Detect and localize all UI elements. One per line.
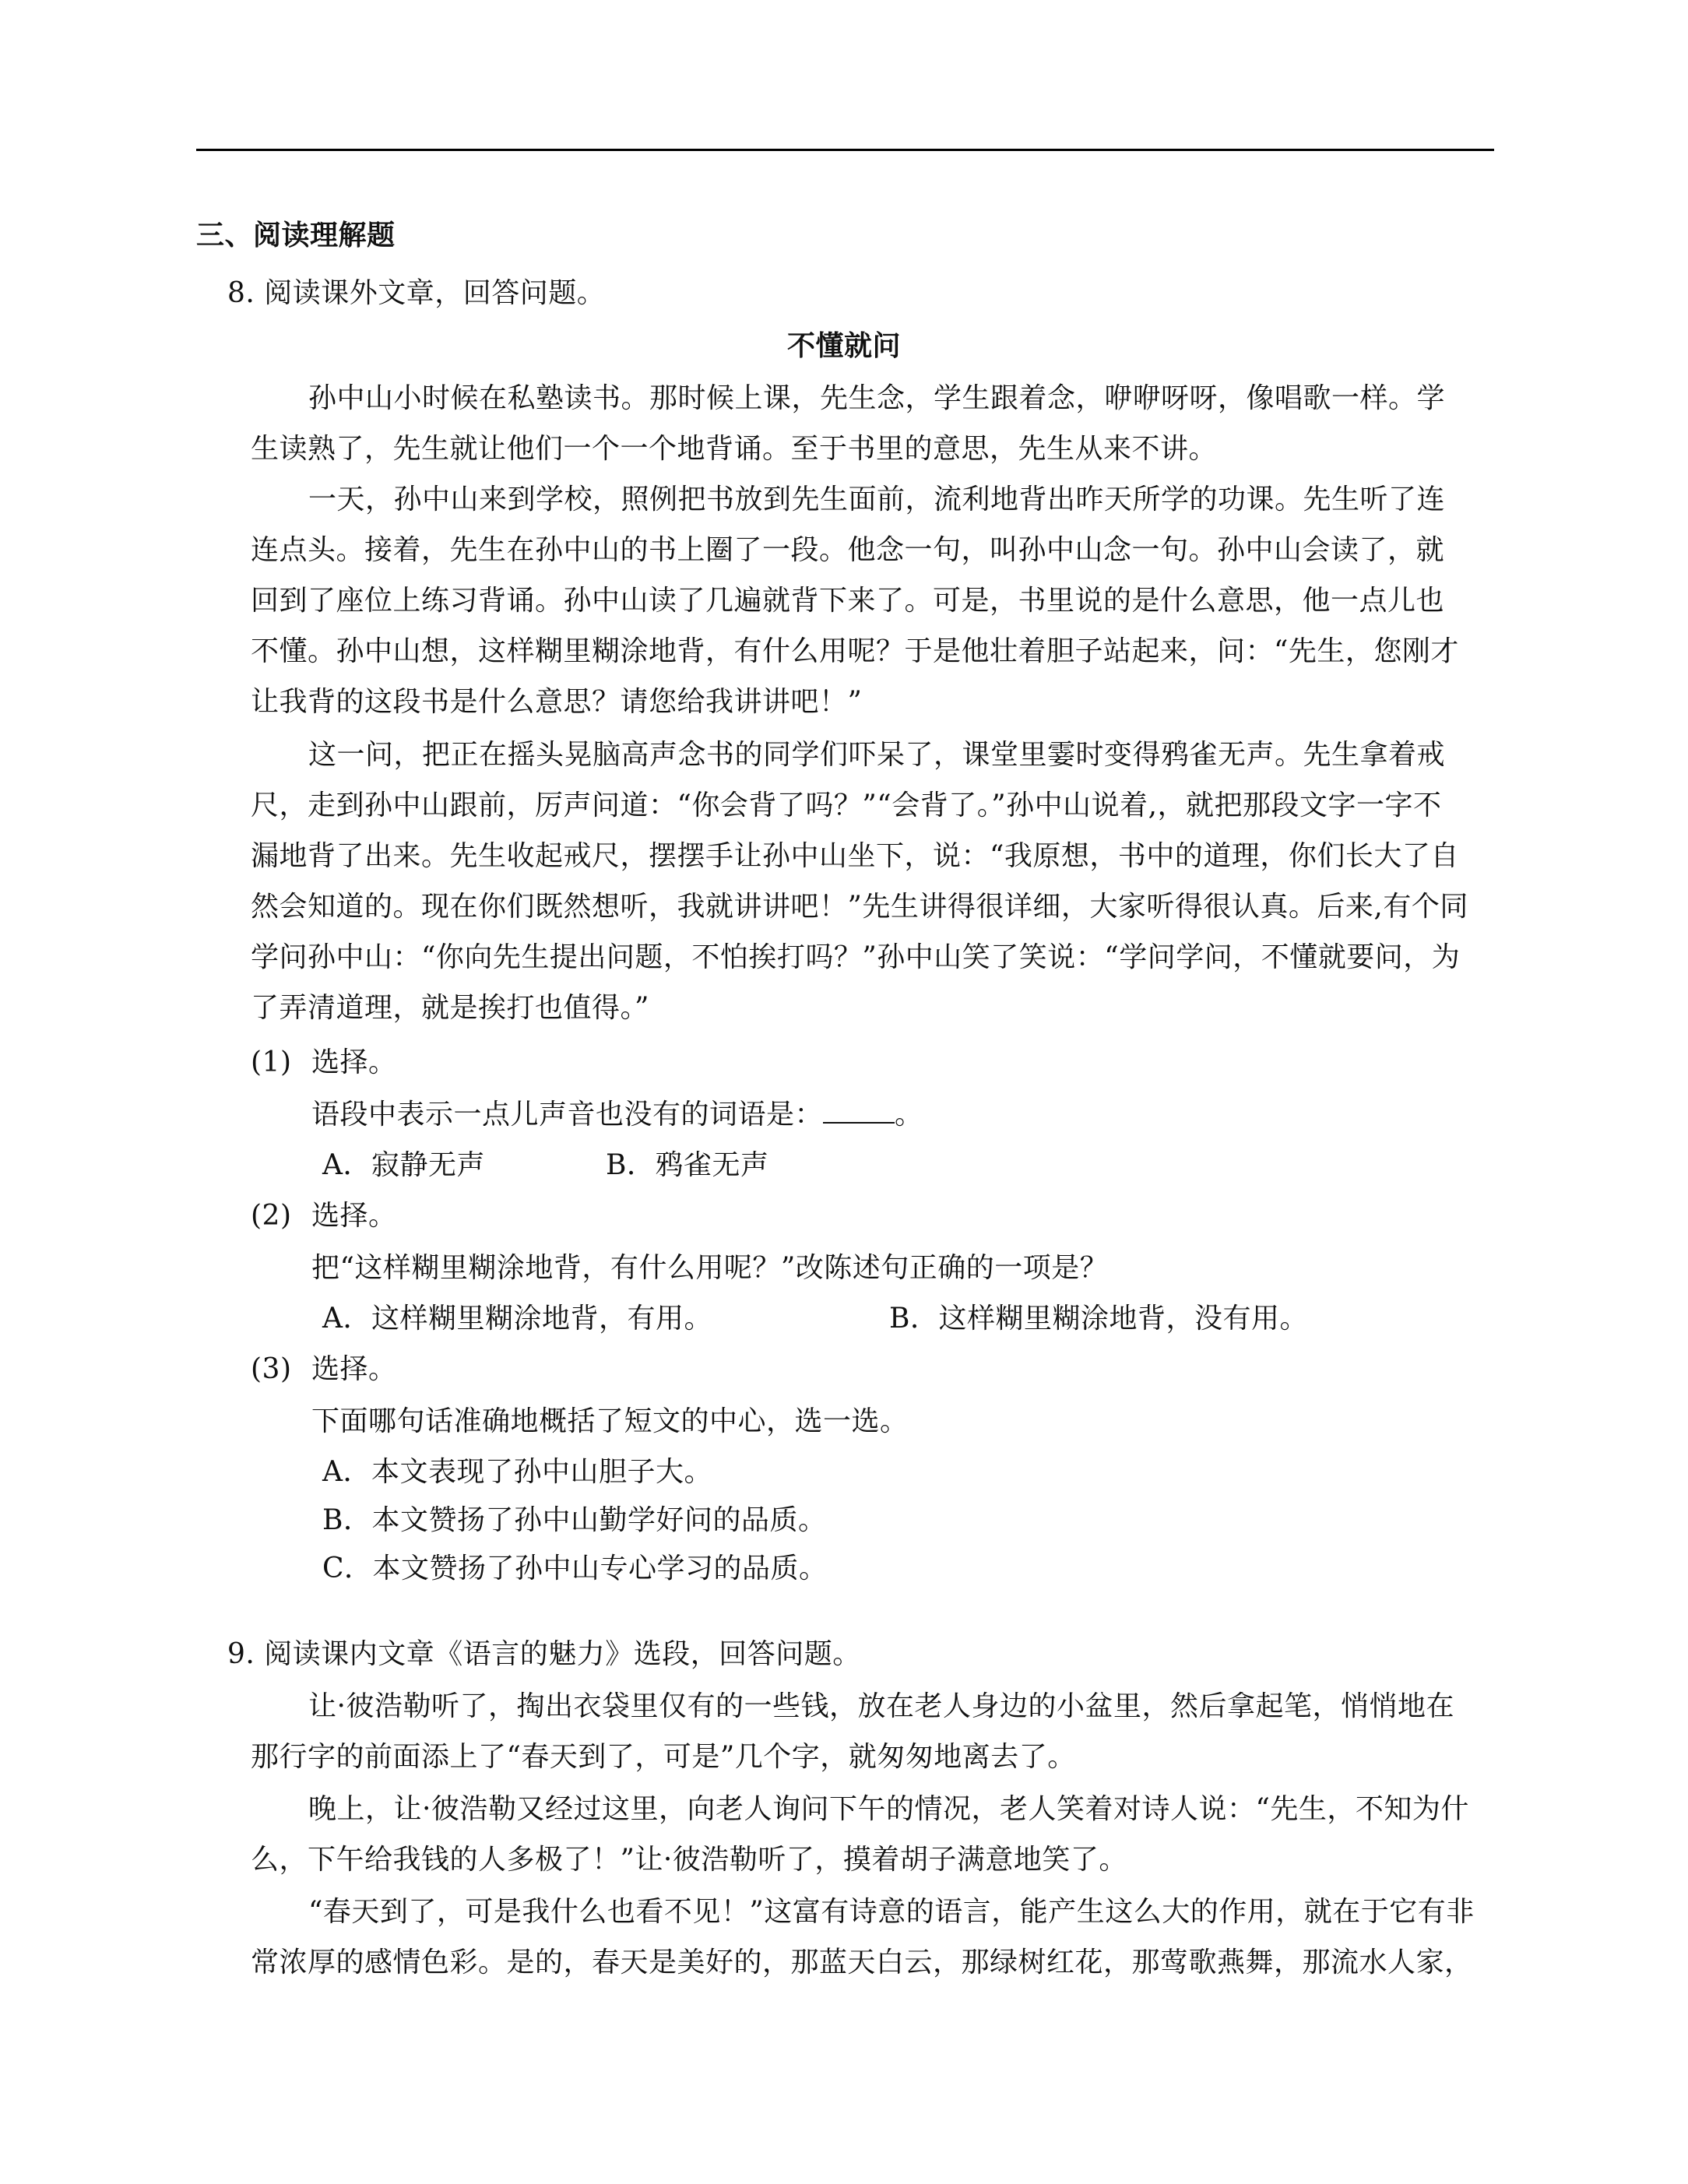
q8-passage-line: 了弄清道理，就是挨打也值得。”: [251, 992, 649, 1024]
q8-stem: 8. 阅读课外文章，回答问题。: [227, 277, 606, 309]
q9-passage-line: “春天到了，可是我什么也看不见！”这富有诗意的语言，能产生这么大的作用，就在于它有非: [308, 1896, 1475, 1928]
sub3-question: 下面哪句话准确地概括了短文的中心，选一选。: [311, 1405, 909, 1437]
sub3-number: (3): [251, 1353, 292, 1385]
q8-passage-line: 尺，走到孙中山跟前，厉声问道：“你会背了吗？”“会背了。”孙中山说着,，就把那段文字一字不: [251, 790, 1442, 821]
q8-passage-line: 这一问，把正在摇头晃脑高声念书的同学们吓呆了，课堂里霎时变得鸦雀无声。先生拿着戒: [308, 739, 1446, 771]
q8-article-title: 不懂就问: [786, 329, 901, 362]
q9-stem: 9. 阅读课内文章《语言的魅力》选段，回答问题。: [227, 1638, 861, 1670]
section-header: 三、阅读理解题: [196, 219, 396, 251]
q8-passage-line: 让我背的这段书是什么意思？请您给我讲讲吧！”: [251, 686, 863, 718]
sub3-option-a: A．本文表现了孙中山胆子大。: [322, 1456, 712, 1488]
q9-passage-line: 晚上，让·彼浩勒又经过这里，向老人询问下午的情况，老人笑着对诗人说：“先生，不知为什: [308, 1793, 1469, 1825]
q8-passage-line: 漏地背了出来。先生收起戒尺，摆摆手让孙中山坐下，说：“我原想，书中的道理，你们长大了自: [251, 840, 1459, 872]
answer-blank: [823, 1099, 895, 1124]
sub1-number: (1): [251, 1046, 292, 1078]
sub1-option-b: B．鸦雀无声: [606, 1149, 769, 1181]
sub2-option-a: A．这样糊里糊涂地背，有用。: [322, 1303, 712, 1335]
sub1-question: [311, 1098, 923, 1132]
sub2-number: (2): [251, 1200, 292, 1232]
header-rule: [196, 149, 1494, 151]
q9-passage-line: 让·彼浩勒听了，掏出衣袋里仅有的一些钱，放在老人身边的小盆里，然后拿起笔，悄悄地在: [308, 1690, 1454, 1722]
sub2-question: 把“这样糊里糊涂地背，有什么用呢？”改陈述句正确的一项是？: [311, 1252, 1109, 1284]
sub1-question-text: 语段中表示一点儿声音也没有的词语是：: [311, 1099, 824, 1131]
sub3-option-c: C．本文赞扬了孙中山专心学习的品质。: [322, 1553, 828, 1584]
q8-passage-line: 一天，孙中山来到学校，照例把书放到先生面前，流利地背出昨天所学的功课。先生听了连: [308, 484, 1446, 515]
q8-passage-line: 孙中山小时候在私塾读书。那时候上课，先生念，学生跟着念，咿咿呀呀，像唱歌一样。学: [308, 382, 1446, 414]
q8-passage-line: 连点头。接着，先生在孙中山的书上圈了一段。他念一句，叫孙中山念一句。孙中山会读了，就: [251, 534, 1445, 566]
q9-passage-line: 么，下午给我钱的人多极了！”让·彼浩勒听了，摸着胡子满意地笑了。: [251, 1844, 1127, 1876]
q8-passage-line: 学问孙中山：“你向先生提出问题，不怕挨打吗？”孙中山笑了笑说：“学问学问，不懂就要问，为: [251, 941, 1461, 973]
sub3-option-b: B．本文赞扬了孙中山勤学好问的品质。: [322, 1504, 827, 1536]
sub2-label: 选择。: [311, 1200, 397, 1232]
q8-passage-line: 不懂。孙中山想，这样糊里糊涂地背，有什么用呢？于是他壮着胆子站起来，问：“先生，您刚才: [251, 635, 1459, 667]
q8-passage-line: 生读熟了，先生就让他们一个一个地背诵。至于书里的意思，先生从来不讲。: [251, 433, 1218, 465]
sub2-option-b: B．这样糊里糊涂地背，没有用。: [889, 1303, 1308, 1335]
q8-passage-line: 然会知道的。现在你们既然想听，我就讲讲吧！”先生讲得很详细，大家听得很认真。后来,有个同: [251, 891, 1468, 923]
sub3-label: 选择。: [311, 1353, 397, 1385]
sub1-option-a: A．寂静无声: [322, 1149, 485, 1181]
q9-passage-line: 那行字的前面添上了“春天到了，可是”几个字，就匆匆地离去了。: [251, 1741, 1076, 1773]
sub1-label: 选择。: [311, 1046, 397, 1078]
sub1-question-end: 。: [895, 1099, 923, 1131]
q8-passage-line: 回到了座位上练习背诵。孙中山读了几遍就背下来了。可是，书里说的是什么意思，他一点儿也: [251, 585, 1445, 617]
q9-passage-line: 常浓厚的感情色彩。是的，春天是美好的，那蓝天白云，那绿树红花，那莺歌燕舞，那流水人家，: [251, 1947, 1473, 1978]
